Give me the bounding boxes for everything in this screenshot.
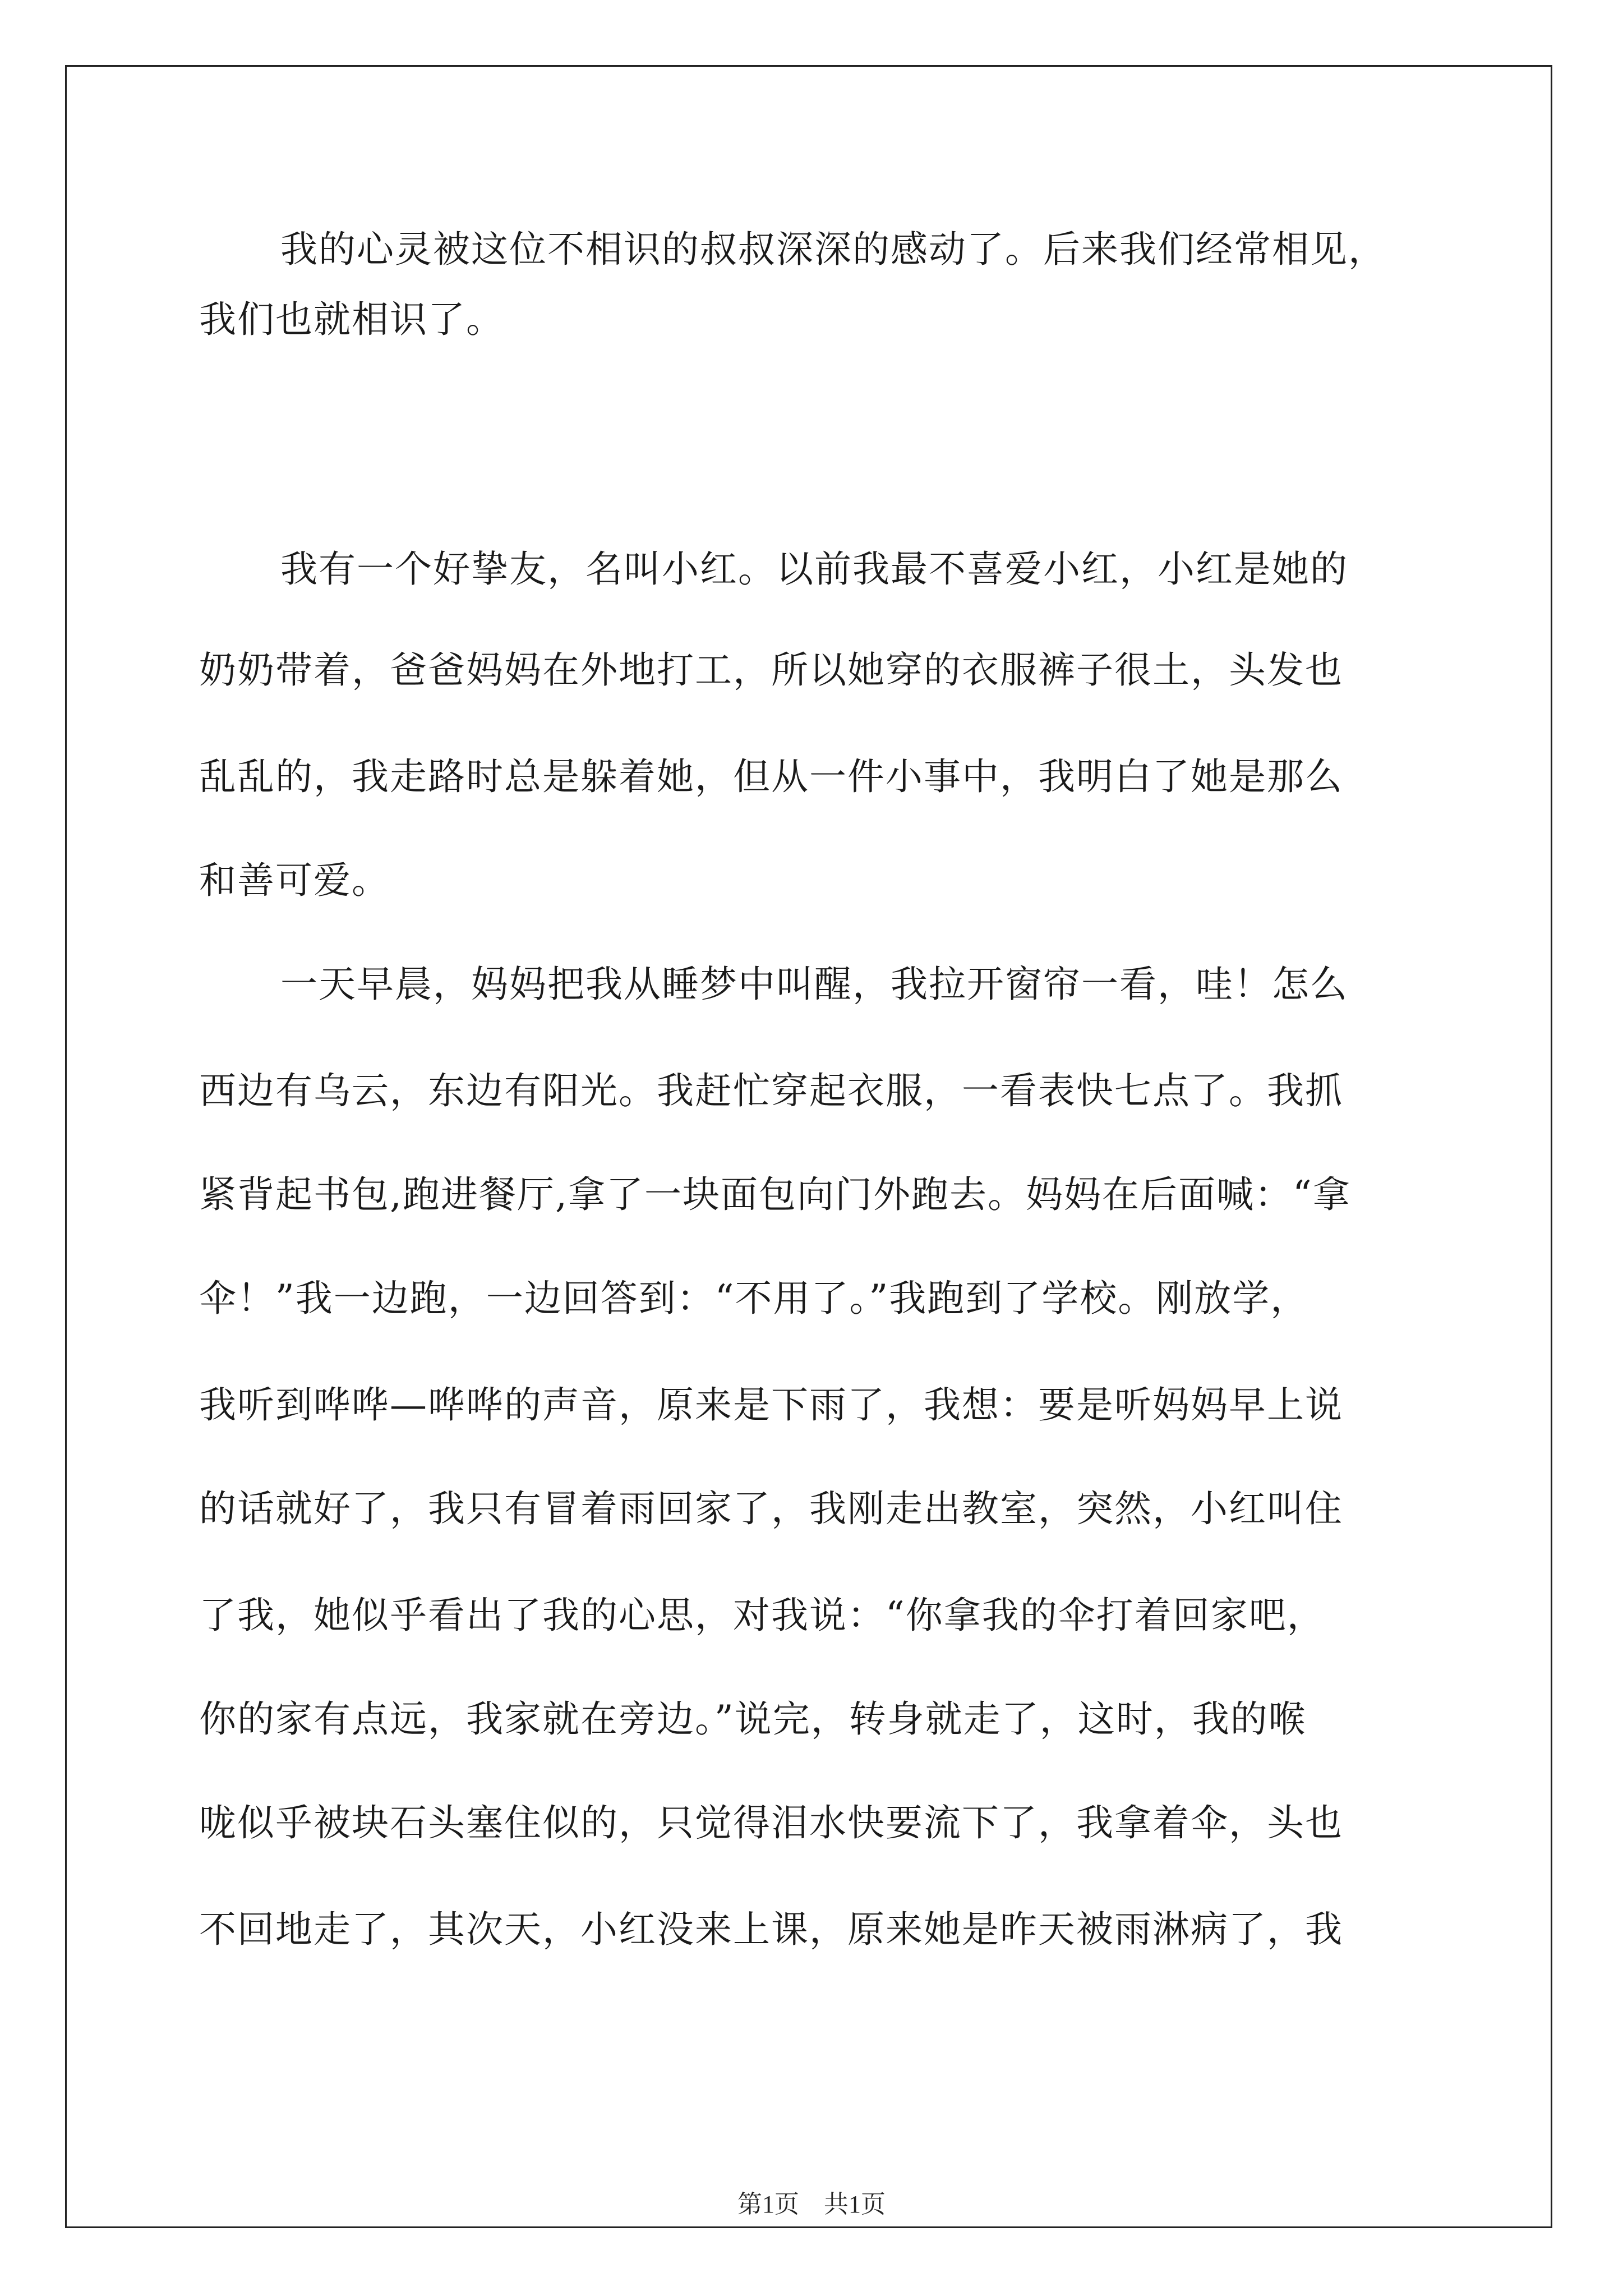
text-line: 我的心灵被这位不相识的叔叔深深的感动了。后来我们经常相见， — [280, 228, 1386, 271]
text-line: 的话就好了，我只有冒着雨回家了，我刚走出教室，突然，小红叫住 — [199, 1487, 1343, 1530]
text-line: 和善可爱。 — [199, 859, 390, 902]
page-footer: 第1页 共1页 — [737, 2191, 886, 2218]
text-line: 你的家有点远，我家就在旁边。”说完，转身就走了，这时，我的喉 — [199, 1697, 1307, 1741]
text-line: 一天早晨，妈妈把我从睡梦中叫醒，我拉开窗帘一看，哇！怎么 — [280, 963, 1348, 1006]
text-line: 奶奶带着，爸爸妈妈在外地打工，所以她穿的衣服裤子很土，头发也 — [199, 648, 1343, 692]
text-line: 西边有乌云，东边有阳光。我赶忙穿起衣服，一看表快七点了。我抓 — [199, 1069, 1343, 1112]
text-line: 不回地走了，其次天，小红没来上课，原来她是昨天被雨淋病了，我 — [199, 1908, 1343, 1951]
text-line: 我听到哗哗—哗哗的声音，原来是下雨了，我想：要是听妈妈早上说 — [199, 1383, 1343, 1427]
text-line: 伞！”我一边跑，一边回答到：“不用了。”我跑到了学校。刚放学， — [199, 1277, 1309, 1320]
text-line: 乱乱的，我走路时总是躲着她，但从一件小事中，我明白了她是那么 — [199, 755, 1343, 798]
text-line: 了我，她似乎看出了我的心思，对我说：“你拿我的伞打着回家吧， — [199, 1594, 1325, 1637]
text-line: 紧背起书包,跑进餐厅,拿了一块面包向门外跑去。妈妈在后面喊：“拿 — [199, 1173, 1351, 1216]
text-line: 我们也就相识了。 — [199, 298, 504, 341]
text-line: 咙似乎被块石头塞住似的，只觉得泪水快要流下了，我拿着伞，头也 — [199, 1801, 1343, 1844]
page-border — [65, 65, 1552, 2228]
text-line: 我有一个好挚友，名叫小红。以前我最不喜爱小红，小红是她的 — [280, 547, 1348, 591]
